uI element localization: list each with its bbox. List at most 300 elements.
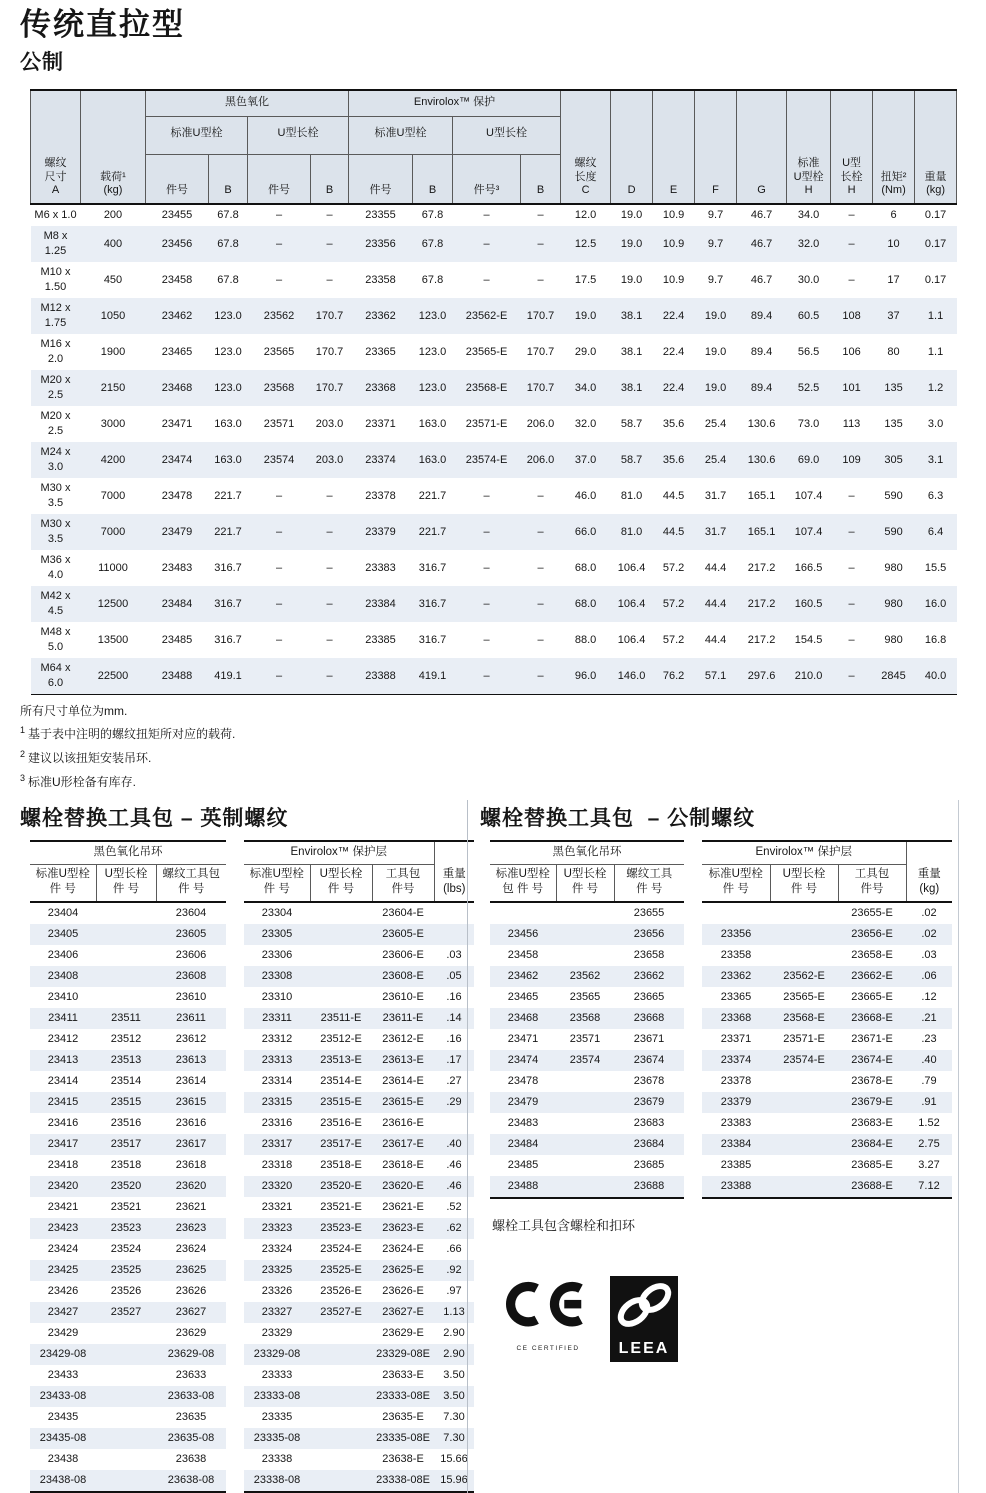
table-cell: M24 x 3.0 <box>40 446 71 474</box>
table-cell: – <box>848 209 855 222</box>
table-cell: 23356 <box>365 237 396 250</box>
sub-header-standard-ubolt: 标准U型栓 <box>349 116 453 154</box>
table-cell: 23633-08 <box>167 1390 215 1403</box>
table-cell: 101 <box>842 381 861 394</box>
col-header-kit-part: 工具包 件号 <box>838 864 906 902</box>
table-cell: 23683-E <box>851 1117 893 1130</box>
col-header-long-ubolt-part: U型长栓 件 号 <box>310 864 372 902</box>
table-cell: .27 <box>446 1075 462 1088</box>
table-cell: – <box>848 525 855 538</box>
table-cell: .92 <box>446 1264 462 1277</box>
table-cell: 23318 <box>261 1159 293 1172</box>
table-cell: – <box>326 489 333 502</box>
table-cell: 3.1 <box>927 453 944 466</box>
table-cell <box>770 1071 838 1092</box>
table-row <box>490 902 684 924</box>
table-cell: 23562-E <box>783 970 825 983</box>
table-cell <box>310 924 372 945</box>
table-cell: M48 x 5.0 <box>40 626 71 654</box>
table-cell: 0.17 <box>924 237 947 250</box>
table-cell: – <box>848 273 855 286</box>
table-row <box>490 1092 684 1113</box>
table-cell <box>770 924 838 945</box>
table-cell: 23638 <box>175 1453 207 1466</box>
table-cell: 17.5 <box>574 273 597 286</box>
table-cell: 89.4 <box>750 381 773 394</box>
table-cell: – <box>483 209 490 222</box>
table-cell: 23688-E <box>851 1180 893 1193</box>
imperial-black-oxide-body <box>30 902 226 1492</box>
table-cell: 23606-E <box>382 949 424 962</box>
table-cell: 19.0 <box>704 381 727 394</box>
table-cell: 3.50 <box>443 1390 465 1403</box>
table-cell: 23379 <box>365 525 396 538</box>
table-cell: 19.0 <box>620 273 643 286</box>
table-cell: 29.0 <box>574 345 597 358</box>
table-cell: .16 <box>446 1033 462 1046</box>
table-cell: 81.0 <box>620 525 643 538</box>
table-cell: 23685-E <box>851 1159 893 1172</box>
metric-kit-section <box>467 800 959 1493</box>
table-cell: 22.4 <box>662 345 685 358</box>
table-cell: 23320 <box>261 1180 293 1193</box>
table-cell: 23688 <box>633 1180 665 1193</box>
table-cell: – <box>848 561 855 574</box>
table-cell <box>310 1344 372 1365</box>
table-cell <box>310 987 372 1008</box>
table-cell: .79 <box>921 1075 937 1088</box>
table-cell: 980 <box>884 633 903 646</box>
dimension-table-body <box>31 204 957 695</box>
table-cell: 23488 <box>507 1180 539 1193</box>
table-cell: 23458 <box>161 273 193 286</box>
table-cell: 23304 <box>261 907 293 920</box>
table-cell: 23684-E <box>851 1138 893 1151</box>
group-header-envirolox: Envirolox™ 保护 <box>349 90 561 116</box>
table-cell: 23456 <box>507 928 539 941</box>
table-cell: – <box>326 597 333 610</box>
col-header-e: E <box>653 90 695 204</box>
table-row <box>702 1050 952 1071</box>
table-cell: 23435-08 <box>39 1432 87 1445</box>
table-cell: 23388 <box>720 1180 752 1193</box>
table-cell: 113 <box>842 417 861 430</box>
table-cell: – <box>537 669 544 682</box>
table-cell: 108 <box>842 309 861 322</box>
table-cell: 23625-E <box>382 1264 424 1277</box>
table-cell: 23571 <box>263 417 295 430</box>
table-cell: 135 <box>884 381 903 394</box>
table-cell: 23484 <box>507 1138 539 1151</box>
table-cell: 23565-E <box>465 345 508 358</box>
table-cell: 23612 <box>175 1033 207 1046</box>
footnote-3 <box>20 773 986 790</box>
sub-header-long-ubolt: U型长栓 <box>453 116 561 154</box>
table-row <box>31 298 957 334</box>
table-cell: 19.0 <box>704 345 727 358</box>
table-cell: 23565 <box>263 345 295 358</box>
metric-envirolox-body <box>702 902 952 1198</box>
table-cell: 23368 <box>720 1012 752 1025</box>
table-cell: 107.4 <box>794 489 823 502</box>
table-cell: 1.1 <box>927 309 944 322</box>
table-cell: 46.7 <box>750 209 773 222</box>
table-cell: 980 <box>884 561 903 574</box>
table-cell <box>96 1428 156 1449</box>
table-cell: 23616-E <box>382 1117 424 1130</box>
table-cell: 23613 <box>175 1054 207 1067</box>
table-cell: 23433-08 <box>39 1390 87 1403</box>
table-cell: M6 x 1.0 <box>34 209 77 222</box>
table-cell: 52.5 <box>797 381 820 394</box>
table-cell: 58.7 <box>620 453 643 466</box>
table-cell: 81.0 <box>620 489 643 502</box>
table-cell: 109 <box>842 453 861 466</box>
table-cell <box>310 1323 372 1344</box>
table-row <box>30 987 226 1008</box>
table-cell: 23655 <box>633 907 665 920</box>
table-cell: 23527 <box>110 1306 142 1319</box>
table-cell: – <box>275 237 283 250</box>
table-cell: 23512-E <box>320 1033 362 1046</box>
table-cell: 6 <box>890 209 897 222</box>
table-cell: 23384 <box>720 1138 752 1151</box>
table-row <box>244 1092 474 1113</box>
table-cell: 23523-E <box>320 1222 362 1235</box>
table-cell: 146.0 <box>617 669 646 682</box>
table-cell: – <box>537 489 544 502</box>
table-cell <box>96 924 156 945</box>
table-cell: 23513 <box>110 1054 142 1067</box>
table-cell: – <box>483 561 490 574</box>
table-cell: 23435 <box>47 1411 79 1424</box>
table-cell: 23306 <box>261 949 293 962</box>
table-cell: – <box>275 561 283 574</box>
table-cell: 10.9 <box>662 273 685 286</box>
table-row <box>31 622 957 658</box>
table-cell: 57.2 <box>662 633 685 646</box>
table-cell: 23635-08 <box>167 1432 215 1445</box>
table-cell <box>770 902 838 924</box>
table-cell: 206.0 <box>526 417 555 430</box>
table-cell: 200 <box>103 209 123 222</box>
table-cell: 23616 <box>175 1117 207 1130</box>
table-cell: 23512 <box>110 1033 142 1046</box>
table-cell: 23678-E <box>851 1075 893 1088</box>
table-row <box>702 1029 952 1050</box>
table-cell: – <box>483 237 490 250</box>
table-cell: 46.7 <box>750 237 773 250</box>
table-cell: 23671-E <box>851 1033 893 1046</box>
table-cell: 23615-E <box>382 1096 424 1109</box>
table-cell: 23620-E <box>382 1180 424 1193</box>
table-cell: 23358 <box>365 273 396 286</box>
table-cell: 23474 <box>161 453 193 466</box>
table-cell: 23362 <box>720 970 752 983</box>
table-cell: 23438-08 <box>39 1474 87 1487</box>
imperial-kit-heading: 螺栓替换工具包 – 英制螺纹 <box>20 807 289 831</box>
table-cell: 23623-E <box>382 1222 424 1235</box>
table-row <box>30 902 226 924</box>
table-cell <box>556 1155 614 1176</box>
table-cell: – <box>326 273 333 286</box>
table-cell <box>556 1092 614 1113</box>
table-cell: – <box>848 237 855 250</box>
table-row <box>31 478 957 514</box>
table-cell: 3.50 <box>443 1369 465 1382</box>
table-cell: M8 x 1.25 <box>43 230 68 258</box>
table-cell: 7.12 <box>918 1180 940 1193</box>
table-cell: 23517-E <box>320 1138 362 1151</box>
table-cell: 23424 <box>47 1243 79 1256</box>
col-header-b: B <box>209 154 248 204</box>
table-row <box>244 966 474 987</box>
imperial-envirolox-body <box>244 902 474 1492</box>
table-cell: 297.6 <box>747 669 776 682</box>
table-row <box>30 1092 226 1113</box>
table-cell: 23317 <box>261 1138 293 1151</box>
sub-header-long-ubolt: U型长栓 <box>248 116 349 154</box>
table-cell: 0.17 <box>924 273 947 286</box>
table-cell: 23521 <box>110 1201 142 1214</box>
table-row <box>30 1008 226 1029</box>
table-cell <box>310 945 372 966</box>
chain-links-icon <box>610 1276 678 1338</box>
table-cell <box>96 1365 156 1386</box>
table-cell: 23627 <box>175 1306 207 1319</box>
table-cell: 38.1 <box>620 309 643 322</box>
table-cell: .17 <box>446 1054 462 1067</box>
table-cell: 46.0 <box>574 489 597 502</box>
table-cell: 23335 <box>261 1411 293 1424</box>
table-cell: 10.9 <box>662 209 685 222</box>
table-row <box>244 1407 474 1428</box>
col-header-weight-kg: 重量 (kg) <box>906 841 952 902</box>
table-cell: 23527-E <box>320 1306 362 1319</box>
table-cell: 23620 <box>175 1180 207 1193</box>
table-cell: 23308 <box>261 970 293 983</box>
table-cell: 12.0 <box>574 209 597 222</box>
table-row <box>31 550 957 586</box>
table-cell <box>96 1344 156 1365</box>
group-header-envirolox-coating: Envirolox™ 保护层 <box>244 841 434 864</box>
table-row <box>702 966 952 987</box>
table-cell: M10 x 1.50 <box>40 266 71 294</box>
table-cell: 163.0 <box>418 453 447 466</box>
table-cell: 217.2 <box>747 561 776 574</box>
table-cell: 44.5 <box>662 489 685 502</box>
table-cell: – <box>326 561 333 574</box>
table-cell: 23665 <box>633 991 665 1004</box>
table-cell: 80 <box>887 345 900 358</box>
table-row <box>490 1008 684 1029</box>
table-cell: 23335-08E <box>376 1432 430 1445</box>
table-cell: 19.0 <box>620 209 643 222</box>
table-row <box>244 902 474 924</box>
table-cell: 23608-E <box>382 970 424 983</box>
table-cell: 1.1 <box>927 345 944 358</box>
table-cell: 23662 <box>633 970 665 983</box>
table-row <box>30 1029 226 1050</box>
table-cell: 23468 <box>161 381 193 394</box>
table-cell <box>96 987 156 1008</box>
table-cell: – <box>537 209 544 222</box>
col-header-standard-ubolt-part: 标准U型栓 包 件 号 <box>490 864 556 902</box>
col-header-long-ubolt-part: U型长栓 件 号 <box>770 864 838 902</box>
ce-caption: CE CERTIFIED <box>516 1344 580 1352</box>
table-cell: 305 <box>884 453 903 466</box>
table-cell: 23415 <box>47 1096 79 1109</box>
metric-black-oxide-body <box>490 902 684 1198</box>
table-cell: 23568 <box>569 1012 601 1025</box>
page-subtitle: 公制 <box>20 51 64 75</box>
table-cell: – <box>537 561 544 574</box>
table-cell: 23323 <box>261 1222 293 1235</box>
table-row <box>490 1029 684 1050</box>
col-header-part-number-3: 件号³ <box>453 154 521 204</box>
table-cell: 23483 <box>161 561 193 574</box>
table-cell: 57.1 <box>704 669 727 682</box>
table-cell: 23524-E <box>320 1243 362 1256</box>
table-cell: 17 <box>887 273 900 286</box>
table-row <box>31 226 957 262</box>
units-note: 所有尺寸单位为mm. <box>20 704 128 719</box>
table-row <box>244 1008 474 1029</box>
col-header-part-number: 件号 <box>349 154 413 204</box>
table-cell <box>310 1407 372 1428</box>
table-cell: 58.7 <box>620 417 643 430</box>
table-cell: 23656 <box>633 928 665 941</box>
table-cell: 23462 <box>161 309 193 322</box>
footnote-mark: 2 <box>20 749 26 760</box>
table-cell: 23355 <box>365 209 396 222</box>
table-cell: 1.52 <box>918 1117 940 1130</box>
table-cell: 400 <box>103 237 123 250</box>
table-cell: 23371 <box>720 1033 752 1046</box>
table-cell: 23383 <box>365 561 396 574</box>
table-row <box>490 987 684 1008</box>
table-row <box>702 1071 952 1092</box>
table-row <box>30 1407 226 1428</box>
table-cell: 23518 <box>110 1159 142 1172</box>
table-cell: – <box>483 669 490 682</box>
table-row <box>30 1239 226 1260</box>
table-cell: .66 <box>446 1243 462 1256</box>
table-cell: 590 <box>884 489 903 502</box>
table-cell: 23621-E <box>382 1201 424 1214</box>
table-cell <box>96 966 156 987</box>
table-row <box>30 1071 226 1092</box>
table-cell: – <box>275 209 283 222</box>
table-cell: 23374 <box>720 1054 752 1067</box>
table-cell: 23433 <box>47 1369 79 1382</box>
table-row <box>244 924 474 945</box>
table-cell: 23523 <box>110 1222 142 1235</box>
table-cell: 22500 <box>97 669 129 682</box>
table-cell: 23514-E <box>320 1075 362 1088</box>
table-cell: 23412 <box>47 1033 79 1046</box>
table-cell: 23521-E <box>320 1201 362 1214</box>
table-cell: .52 <box>446 1201 462 1214</box>
table-cell: 23421 <box>47 1201 79 1214</box>
table-cell: 130.6 <box>747 417 776 430</box>
col-header-standard-ubolt-part: 标准U型栓 件 号 <box>30 864 96 902</box>
table-cell: 23679 <box>633 1096 665 1109</box>
table-cell: 96.0 <box>574 669 597 682</box>
table-row <box>244 1323 474 1344</box>
table-cell: 1050 <box>100 309 126 322</box>
table-cell: – <box>848 669 855 682</box>
table-cell: – <box>483 597 490 610</box>
table-cell: 23305 <box>261 928 293 941</box>
table-cell: 23479 <box>161 525 193 538</box>
table-cell: 23658-E <box>851 949 893 962</box>
table-cell: 23425 <box>47 1264 79 1277</box>
table-cell: .02 <box>921 907 937 920</box>
table-row <box>31 262 957 298</box>
table-cell <box>310 1470 372 1492</box>
table-cell: 23633-E <box>382 1369 424 1382</box>
table-cell: 590 <box>884 525 903 538</box>
table-cell: – <box>275 273 283 286</box>
table-cell: 170.7 <box>526 309 555 322</box>
table-cell <box>556 1071 614 1092</box>
table-cell: 23610-E <box>382 991 424 1004</box>
table-cell: M64 x 6.0 <box>40 662 71 690</box>
table-cell: 31.7 <box>704 525 727 538</box>
table-cell: 6.3 <box>927 489 944 502</box>
table-cell: 23568 <box>263 381 295 394</box>
table-cell: .40 <box>446 1138 462 1151</box>
table-cell: 23574 <box>263 453 295 466</box>
table-row <box>702 924 952 945</box>
table-cell: 34.0 <box>797 209 820 222</box>
table-cell <box>96 902 156 924</box>
table-row <box>30 1323 226 1344</box>
table-cell: 23668-E <box>851 1012 893 1025</box>
table-row <box>490 945 684 966</box>
table-cell: – <box>326 525 333 538</box>
table-cell: 15.5 <box>924 561 947 574</box>
table-cell: 0.17 <box>924 209 947 222</box>
col-header-part-number: 件号 <box>248 154 311 204</box>
table-cell <box>490 902 556 924</box>
table-cell: 38.1 <box>620 381 643 394</box>
table-cell: 23668 <box>633 1012 665 1025</box>
table-cell: 23605-E <box>382 928 424 941</box>
table-row <box>244 1428 474 1449</box>
table-cell: 23571 <box>569 1033 601 1046</box>
table-cell <box>310 1428 372 1449</box>
table-cell: 170.7 <box>526 381 555 394</box>
table-cell: 23525 <box>110 1264 142 1277</box>
table-cell: 217.2 <box>747 597 776 610</box>
table-cell: 23655-E <box>851 907 893 920</box>
table-row <box>31 658 957 695</box>
table-row <box>244 1239 474 1260</box>
table-cell: 123.0 <box>418 345 447 358</box>
table-cell: 165.1 <box>747 489 776 502</box>
table-cell: 37 <box>887 309 900 322</box>
table-cell: 106.4 <box>617 561 646 574</box>
table-cell: – <box>483 489 490 502</box>
table-cell: 19.0 <box>704 309 727 322</box>
table-cell: 23574 <box>569 1054 601 1067</box>
table-cell: 23515 <box>110 1096 142 1109</box>
table-row <box>244 1176 474 1197</box>
table-cell: 106 <box>842 345 861 358</box>
kit-sections <box>0 800 986 1493</box>
